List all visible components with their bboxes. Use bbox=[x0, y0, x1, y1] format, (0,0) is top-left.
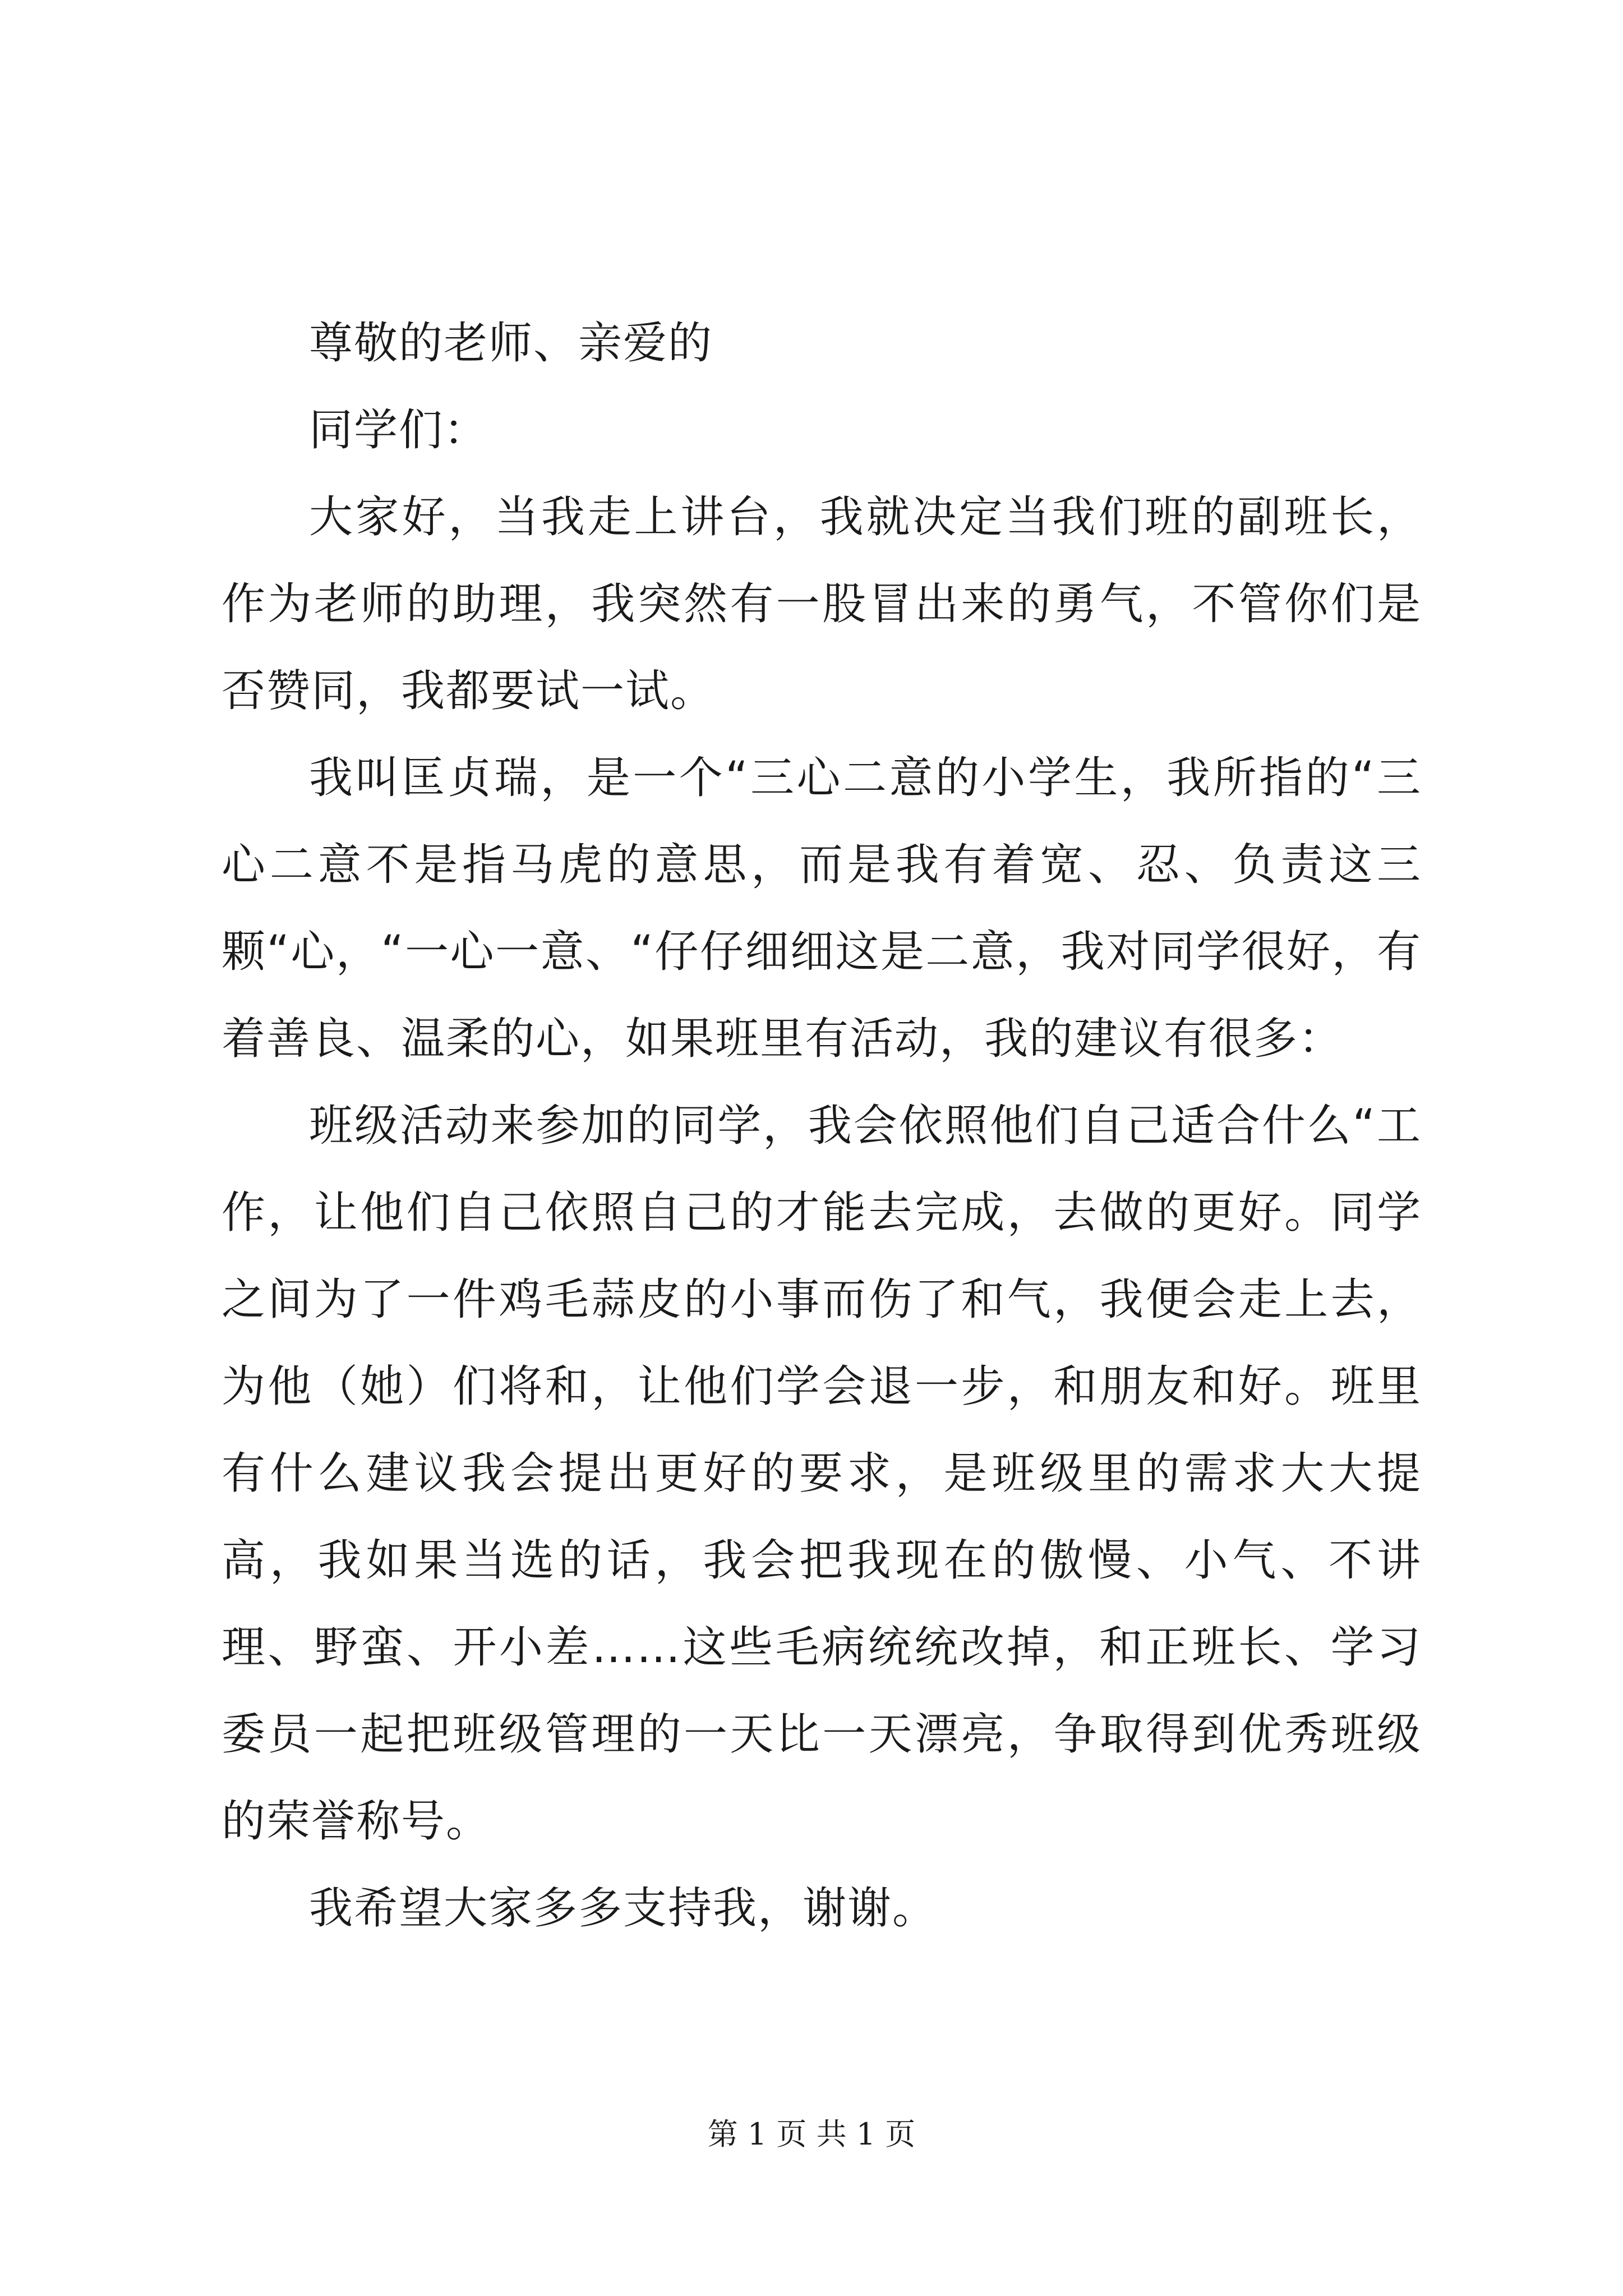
paragraph-greeting: 大家好，当我走上讲台，我就决定当我们班的副班长，作为老师的助理，我突然有一股冒出来的勇气，不管你们是否赞同，我都要试一试。 bbox=[222, 492, 1422, 716]
paragraph-introduction: 我叫匡贞瑞，是一个“三心二意的小学生，我所指的“三心二意不是指马虎的意思，而是我有着宽、忍、负责这三颗“心，“一心一意、“仔仔细细这是二意，我对同学很好，有着善良、温柔的心，如果班里有活动，我的建议有很多： bbox=[222, 753, 1422, 1064]
salutation-line-2: 同学们： bbox=[309, 405, 489, 455]
salutation-line-1: 尊敬的老师、亲爱的 bbox=[309, 318, 713, 369]
paragraph-closing: 我希望大家多多支持我，谢谢。 bbox=[309, 1883, 938, 1934]
paragraph-plans: 班级活动来参加的同学，我会依照他们自己适合什么“工作，让他们自己依照自己的才能去完成，去做的更好。同学之间为了一件鸡毛蒜皮的小事而伤了和气，我便会走上去，为他（她）们将和，让他们学会退一步，和朋友和好。班里有什么建议我会提出更好的要求，是班级里的需求大大提高，我如果当选的话，我会把我现在的傲慢、小气、不讲理、野蛮、开小差……这些毛病统统改掉，和正班长、学习委员一起把班级管理的一天比一天漂亮，争取得到优秀班级的荣誉称号。 bbox=[222, 1101, 1422, 1847]
document-body bbox=[222, 300, 1422, 1952]
page-number-footer: 第 1 页 共 1 页 bbox=[707, 2116, 916, 2152]
